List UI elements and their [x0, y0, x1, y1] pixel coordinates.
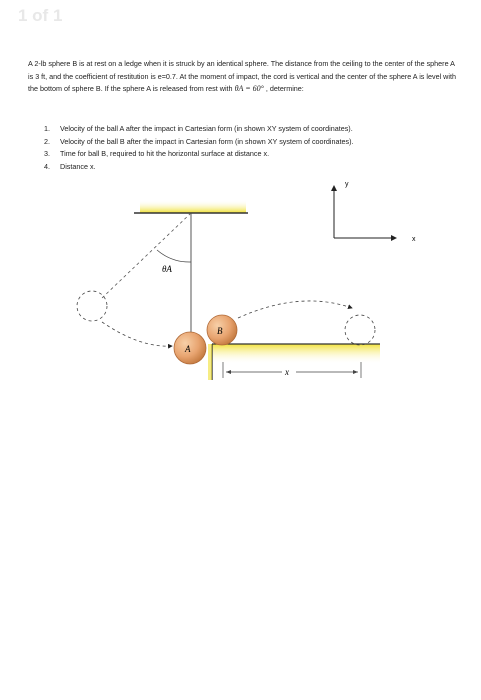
theta-expression: θA = 60°	[234, 84, 264, 94]
distance-label: x	[285, 367, 289, 377]
sphere-a-label: A	[185, 344, 191, 354]
swing-path	[102, 322, 172, 346]
ceiling	[134, 200, 248, 213]
list-item: 4. Distance x.	[44, 161, 96, 171]
released-sphere-outline	[77, 291, 107, 321]
ledge	[208, 344, 380, 380]
sphere-b-label: B	[217, 326, 223, 336]
problem-text-end: , determine:	[265, 84, 304, 94]
landing-sphere-outline	[345, 315, 375, 345]
released-cord	[102, 213, 191, 298]
coordinate-axes	[334, 181, 416, 243]
trajectory-path	[238, 301, 352, 318]
list-item: 3. Time for ball B, required to hit the horizontal surface at distance x.	[44, 149, 270, 159]
sphere-b	[207, 315, 237, 345]
list-item: 2. Velocity of the ball B after the impact in Cartesian form (in shown XY system of coordinates).	[44, 136, 354, 146]
page-counter: 1 of 1	[18, 6, 63, 25]
theta-label: θA	[162, 264, 172, 274]
sphere-a	[174, 332, 206, 364]
x-axis-label: x	[412, 236, 416, 243]
list-item: 1. Velocity of the ball A after the impact in Cartesian form (in shown XY system of coordinates).	[44, 124, 353, 133]
theta-arc	[157, 250, 191, 262]
distance-dimension	[223, 362, 361, 378]
y-axis-label: y	[345, 181, 349, 188]
problem-text: A 2-lb sphere B is at rest on a ledge when it is struck by an identical sphere. The distance from the ceiling to the center of the sphere A is 3 ft, and the coefficient of restitution is e=0.7. At the moment of impact, the cord is vertical and the center of the sphere A is level with the bottom of sphere B. If the sphere A is released from rest with	[28, 59, 456, 94]
